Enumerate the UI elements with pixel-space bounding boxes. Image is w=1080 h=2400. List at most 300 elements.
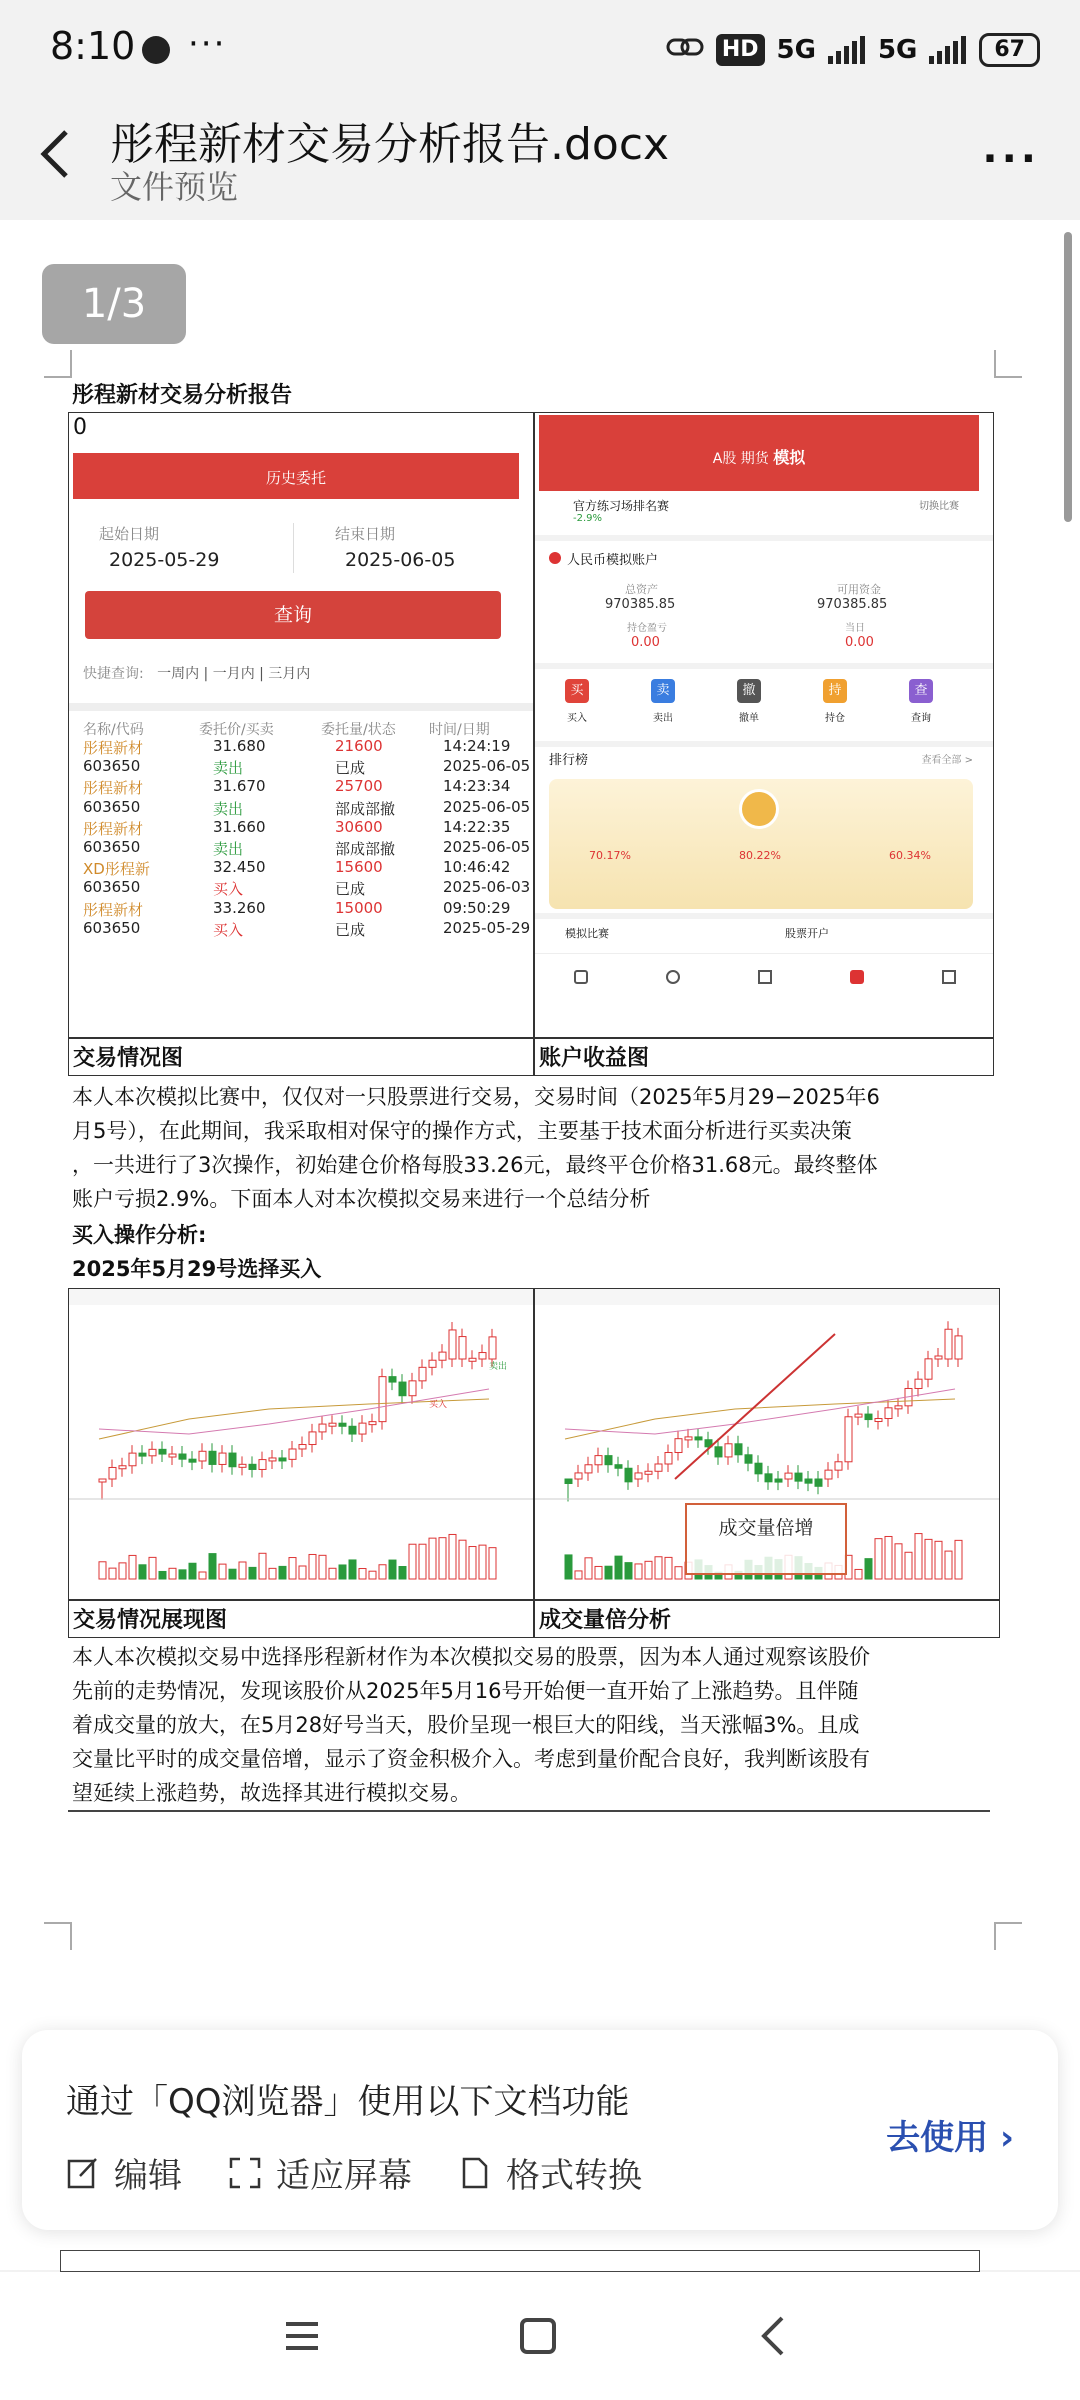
switch-label: 切换比赛 — [919, 501, 959, 512]
qq-browser-banner — [22, 2030, 1058, 2230]
candle-body — [725, 1444, 732, 1457]
volume-bar — [665, 1557, 672, 1579]
page-indicator: 1/3 — [42, 264, 186, 344]
cell-zero: 0 — [73, 415, 87, 440]
query-button: 查询 — [85, 591, 501, 639]
candle-body — [945, 1329, 952, 1359]
account-tabs: A股 期货 — [712, 451, 769, 467]
action-icon: 持 — [823, 679, 847, 703]
back-nav-icon[interactable] — [750, 2312, 798, 2360]
volume-bar — [915, 1534, 922, 1579]
volume-bar — [409, 1544, 416, 1579]
candle-body — [935, 1356, 942, 1359]
table-cell: 32.450 — [213, 858, 266, 877]
candle-body — [319, 1424, 326, 1432]
volume-bar — [149, 1557, 156, 1579]
action-label: 撤单 — [739, 713, 759, 724]
candle-body — [655, 1464, 662, 1471]
table-cell: 31.680 — [213, 737, 266, 755]
action-label: 卖出 — [653, 713, 673, 724]
candle-body — [179, 1454, 186, 1459]
table-cell: 卖出 — [213, 799, 244, 818]
caption-trade: 交易情况图 — [68, 1038, 534, 1076]
banner-headline: 通过「QQ浏览器」使用以下文档功能 — [66, 2082, 630, 2122]
table-cell: 已成 — [335, 759, 366, 778]
volume-bar — [479, 1545, 486, 1579]
volume-bar — [625, 1563, 632, 1579]
candle-body — [239, 1464, 246, 1467]
home-icon[interactable] — [514, 2312, 562, 2360]
table-row — [69, 757, 534, 777]
paragraph-reason: 本人本次模拟交易中选择彤程新材作为本次模拟交易的股票，因为本人通过观察该股价 先前的走势情况，发现该股价从2025年5月16号开始便一直开始了上涨趋势。且伴随 着成交量的放大，在5月28好号当天，股价呈现一根巨大的阳线，当天涨幅3%。且成 交量比平时的成交量倍增，显示了资金积极介入。考虑到量价配合良好，我判断该股有 望延续上涨趋势，故选择其进行模拟交易。 — [72, 1645, 870, 1805]
action-label: 买入 — [567, 713, 587, 724]
edit-icon — [66, 2156, 100, 2190]
order-column-header: 委托价/买卖 — [199, 722, 274, 738]
candle-body — [925, 1359, 932, 1379]
table-cell: 603650 — [83, 757, 141, 776]
account-name-row — [549, 549, 658, 568]
ma-line — [565, 1389, 955, 1434]
candle-body — [349, 1426, 356, 1434]
volume-bar — [469, 1547, 476, 1579]
volume-bar — [925, 1539, 932, 1579]
volume-bar — [389, 1560, 396, 1579]
volume-bar — [459, 1540, 466, 1579]
ranking-card — [549, 779, 973, 909]
candle-body — [249, 1464, 256, 1469]
candle-body — [695, 1437, 702, 1440]
volume-bar — [189, 1563, 196, 1579]
table-row — [69, 798, 534, 818]
volume-bar — [339, 1565, 346, 1579]
ranking-title: 排行榜 — [549, 753, 589, 768]
candle-body — [119, 1466, 126, 1469]
volume-bar — [219, 1564, 226, 1579]
account-name: 人民币模拟账户 — [567, 553, 659, 568]
candle-body — [299, 1445, 306, 1449]
candle-body — [469, 1358, 476, 1361]
candle-body — [645, 1471, 652, 1474]
table-cell: 25700 — [335, 777, 383, 796]
table-cell: 603650 — [83, 797, 141, 816]
candle-body — [885, 1408, 892, 1419]
table-cell: 2025-06-05 — [443, 797, 531, 816]
competition-row — [549, 493, 969, 531]
candle-body — [745, 1455, 752, 1463]
volume-bar — [169, 1568, 176, 1579]
candle-body — [685, 1437, 692, 1440]
account-action — [643, 679, 683, 724]
candle-body — [149, 1449, 156, 1455]
caption-trade-view: 交易情况展现图 — [68, 1600, 534, 1638]
doc-title: 彤程新材交易分析报告 — [72, 383, 293, 408]
today-label: 当日 — [845, 623, 865, 634]
candle-body — [665, 1453, 672, 1464]
bottom-a: 模拟比赛 — [565, 927, 609, 940]
volume-bar — [895, 1544, 902, 1579]
page-corner — [44, 1922, 72, 1950]
table-cell: 15000 — [335, 898, 383, 917]
candle-body — [219, 1453, 226, 1464]
table-row — [69, 919, 534, 939]
candle-body — [875, 1419, 882, 1422]
table-cell: 2025-06-03 — [443, 878, 531, 897]
volume-bar — [885, 1536, 892, 1579]
available-label: 可用资金 — [837, 583, 881, 596]
table-row — [69, 838, 534, 858]
candle-body — [765, 1474, 772, 1482]
ranking-more: 查看全部 > — [921, 755, 973, 766]
competition-change: -2.9% — [573, 513, 603, 524]
volume-bar — [309, 1554, 316, 1579]
volume-bar — [595, 1566, 602, 1579]
order-column-header: 时间/日期 — [429, 722, 490, 738]
available: 970385.85 — [817, 597, 888, 612]
volume-bar — [289, 1558, 296, 1579]
candle-body — [139, 1453, 146, 1456]
candle-body — [369, 1422, 376, 1425]
order-history-screenshot — [68, 412, 534, 1038]
table-cell: 33.260 — [213, 898, 266, 917]
table-cell: 卖出 — [213, 759, 244, 778]
ma-line — [565, 1399, 955, 1439]
table-cell: 31.670 — [213, 777, 266, 796]
status-indicators — [666, 30, 1040, 70]
volume-bar — [369, 1571, 376, 1579]
candle-body — [209, 1451, 216, 1464]
volume-bar — [565, 1555, 572, 1579]
table-cell: 09:50:29 — [443, 898, 511, 917]
table-cell: 603650 — [83, 918, 141, 937]
volume-bar — [489, 1548, 496, 1579]
order-header — [73, 453, 519, 499]
table-cell: 已成 — [335, 920, 366, 939]
volume-bar — [329, 1568, 336, 1579]
action-icon: 查 — [909, 679, 933, 703]
volume-bar — [239, 1562, 246, 1579]
table-cell: 彤程新材 — [83, 739, 144, 757]
end-date: 2025-06-05 — [345, 549, 456, 571]
table-cell: 14:23:34 — [443, 777, 511, 796]
volume-bar — [99, 1562, 106, 1579]
table-cell: 2025-05-29 — [443, 918, 531, 937]
volume-bar — [279, 1566, 286, 1579]
use-now-button[interactable]: 去使用 › — [886, 2118, 1014, 2158]
candle-body — [329, 1423, 336, 1426]
table-cell: 买入 — [213, 880, 244, 899]
candle-body — [399, 1382, 406, 1396]
table-cell: XD彤程新 — [83, 860, 150, 879]
buy-marker: 买入 — [429, 1400, 448, 1410]
trend-arrow — [675, 1334, 835, 1479]
table-cell: 603650 — [83, 878, 141, 897]
candle-body — [565, 1479, 572, 1483]
candle-body — [845, 1417, 852, 1462]
rank-value: 70.17% — [589, 849, 631, 862]
volume-bar — [349, 1560, 356, 1579]
table-cell: 卖出 — [213, 840, 244, 858]
account-screenshot — [534, 412, 994, 1038]
banner-features — [66, 2148, 642, 2197]
caption-account: 账户收益图 — [534, 1038, 994, 1076]
candle-body — [895, 1406, 902, 1409]
hd-icon: HD — [716, 34, 765, 66]
table-cell: 彤程新材 — [83, 819, 144, 838]
competition-name: 官方练习场排名赛 — [573, 499, 670, 513]
menu-icon[interactable] — [278, 2312, 326, 2360]
volume-bar — [249, 1567, 256, 1579]
volume-bar — [199, 1572, 206, 1579]
candle-body — [865, 1414, 872, 1419]
volume-bar — [419, 1544, 426, 1579]
volume-bar — [945, 1551, 952, 1579]
page-corner — [994, 350, 1022, 378]
chart-toolbar — [535, 1289, 1000, 1305]
candle-body — [575, 1473, 582, 1479]
candle-body — [449, 1330, 456, 1359]
page-corner — [44, 350, 72, 378]
candle-body — [855, 1414, 862, 1417]
account-action — [815, 679, 855, 724]
table-cell: 14:22:35 — [443, 817, 511, 836]
kline-chart-right — [534, 1288, 1000, 1600]
candle-body — [289, 1449, 296, 1459]
candle-body — [755, 1463, 762, 1474]
candle-body — [339, 1423, 346, 1426]
table-cell: 彤程新材 — [83, 779, 144, 798]
candle-body — [585, 1465, 592, 1473]
candle-body — [269, 1458, 276, 1461]
volume-bar — [675, 1567, 682, 1579]
avatar — [739, 789, 779, 829]
candle-body — [715, 1447, 722, 1457]
file-subtitle: 文件预览 — [110, 168, 239, 206]
volume-bar — [855, 1569, 862, 1579]
divider — [68, 1810, 990, 1812]
volume-bar — [399, 1567, 406, 1579]
candle-body — [615, 1465, 622, 1469]
heading-buy-date: 2025年5月29号选择买入 — [72, 1257, 322, 1281]
candle-body — [99, 1479, 106, 1482]
table-cell: 15600 — [335, 858, 383, 877]
table-cell: 31.660 — [213, 817, 266, 836]
battery-icon: 67 — [979, 33, 1040, 67]
table-cell: 彤程新材 — [83, 900, 144, 919]
paragraph-summary: 本人本次模拟比赛中，仅仅对一只股票进行交易，交易时间（2025年5月29−2025年6 月5号），在此期间，我采取相对保守的操作方式，主要基于技术面分析进行买卖决策 ，一共进行了3次操作，初始建仓价格每股33.26元，最终平仓价格31.68元。最终整体 账户亏损2.9%。下面本人对本次模拟交易来进行一个总结分析 — [72, 1085, 880, 1211]
candle-body — [379, 1377, 386, 1422]
file-title: 彤程新材交易分析报告.docx — [110, 119, 670, 170]
action-icon: 卖 — [651, 679, 675, 703]
volume-bar — [229, 1569, 236, 1579]
candle-body — [815, 1479, 822, 1486]
candle-body — [775, 1479, 782, 1482]
table-cell: 部成部撤 — [335, 799, 396, 818]
start-date: 2025-05-29 — [109, 549, 220, 571]
rank-value: 80.22% — [739, 849, 781, 862]
notification-icon — [142, 36, 170, 64]
table-cell: 买入 — [213, 920, 244, 939]
volume-bar — [109, 1568, 116, 1579]
candle-body — [735, 1444, 742, 1455]
volume-bar — [209, 1554, 216, 1579]
float-label: 持仓盈亏 — [627, 623, 667, 634]
volume-bar — [439, 1538, 446, 1579]
status-time: 8:10 — [50, 24, 136, 68]
volume-bar — [259, 1553, 266, 1579]
candle-body — [805, 1479, 812, 1483]
volume-bar — [319, 1555, 326, 1579]
candle-body — [675, 1439, 682, 1453]
action-icon: 撤 — [737, 679, 761, 703]
start-date-label: 起始日期 — [99, 525, 160, 543]
candle-body — [795, 1473, 802, 1481]
ma-line — [99, 1389, 489, 1434]
volume-bar — [299, 1566, 306, 1579]
system-nav-bar — [0, 2272, 1080, 2400]
volume-bar — [655, 1557, 662, 1579]
candle-body — [835, 1462, 842, 1470]
more-notifications-icon: ··· — [188, 24, 227, 64]
volume-bar — [875, 1539, 882, 1579]
float-value: 0.00 — [631, 635, 660, 650]
app-bar — [0, 96, 1080, 220]
candle-body — [409, 1381, 416, 1396]
volume-bar — [429, 1538, 436, 1579]
account-action — [901, 679, 941, 724]
candle-body — [625, 1468, 632, 1482]
table-row — [69, 737, 534, 757]
volume-bar — [905, 1552, 912, 1579]
candle-body — [419, 1367, 426, 1381]
volume-bar — [179, 1570, 186, 1579]
volume-bar — [635, 1564, 642, 1579]
caption-volume: 成交量倍分析 — [534, 1600, 1000, 1638]
volume-bar — [865, 1559, 872, 1579]
volume-bar — [575, 1571, 582, 1579]
more-menu-icon[interactable]: ··· — [982, 136, 1040, 182]
candle-body — [169, 1454, 176, 1457]
table-cell: 10:46:42 — [443, 858, 511, 877]
link-icon — [666, 34, 704, 67]
table-cell: 603650 — [83, 838, 141, 856]
candle-body — [439, 1352, 446, 1360]
total-asset: 970385.85 — [605, 597, 676, 612]
account-tabbar — [535, 953, 994, 999]
scrollbar[interactable] — [1064, 232, 1072, 522]
table-cell: 2025-06-05 — [443, 838, 531, 856]
fit-screen-icon — [228, 2156, 262, 2190]
volume-bar — [449, 1534, 456, 1579]
bottom-b: 股票开户 — [785, 927, 829, 940]
candle-body — [785, 1473, 792, 1479]
volume-bar — [139, 1565, 146, 1579]
order-column-header: 委托量/状态 — [321, 722, 396, 738]
candle-body — [259, 1460, 266, 1470]
candle-body — [595, 1456, 602, 1465]
candle-body — [489, 1337, 496, 1359]
back-icon[interactable] — [36, 126, 76, 182]
candle-body — [279, 1458, 286, 1461]
candle-body — [189, 1459, 196, 1462]
volume-highlight-label: 成交量倍增 — [718, 1517, 814, 1539]
candle-body — [479, 1353, 486, 1359]
quick-query-label: 快捷查询: 一周内 | 一月内 | 三月内 — [83, 666, 311, 682]
volume-bar — [129, 1555, 136, 1579]
status-bar — [0, 0, 1080, 96]
table-cell: 已成 — [335, 880, 366, 899]
candle-body — [129, 1453, 136, 1466]
volume-bar — [379, 1565, 386, 1579]
candle-body — [359, 1423, 366, 1434]
candle-body — [915, 1379, 922, 1388]
table-cell: 14:24:19 — [443, 737, 511, 755]
account-header — [539, 415, 979, 491]
volume-bar — [605, 1566, 612, 1579]
next-page-peek — [60, 2250, 980, 2272]
table-row — [69, 858, 534, 878]
convert-feature[interactable]: 格式转换 — [458, 2148, 642, 2197]
net-label-1: 5G — [776, 35, 816, 65]
table-cell: 30600 — [335, 817, 383, 836]
volume-bar — [269, 1568, 276, 1579]
chevron-right-icon: › — [999, 2118, 1014, 2158]
chart-toolbar — [69, 1289, 534, 1305]
rank-value: 60.34% — [889, 849, 931, 862]
action-icon: 买 — [565, 679, 589, 703]
volume-bar — [359, 1569, 366, 1579]
volume-bar — [645, 1561, 652, 1579]
table-row — [69, 777, 534, 797]
table-cell: 部成部撤 — [335, 840, 396, 858]
account-action — [729, 679, 769, 724]
candle-body — [389, 1377, 396, 1382]
order-column-header: 名称/代码 — [83, 722, 144, 738]
order-header-title: 历史委托 — [265, 469, 326, 487]
account-action — [557, 679, 597, 724]
fit-screen-feature[interactable]: 适应屏幕 — [228, 2148, 412, 2197]
candle-body — [159, 1449, 166, 1454]
table-row — [69, 818, 534, 838]
table-row — [69, 899, 534, 919]
edit-feature[interactable]: 编辑 — [66, 2148, 182, 2197]
volume-bar — [585, 1558, 592, 1579]
signal-icon-2 — [929, 36, 967, 64]
candle-body — [309, 1432, 316, 1445]
candle-body — [199, 1451, 206, 1461]
candle-body — [229, 1453, 236, 1467]
account-actions — [549, 675, 979, 735]
total-asset-label: 总资产 — [625, 583, 658, 596]
candle-body — [459, 1337, 466, 1359]
table-row — [69, 878, 534, 898]
candle-body — [635, 1473, 642, 1479]
table-cell: 21600 — [335, 737, 383, 755]
volume-bar — [119, 1563, 126, 1579]
volume-highlight-box — [685, 1503, 847, 1575]
candle-body — [825, 1470, 832, 1479]
candle-body — [429, 1360, 436, 1367]
candle-body — [109, 1467, 116, 1479]
document-icon — [458, 2156, 492, 2190]
end-date-label: 结束日期 — [335, 525, 396, 543]
kline-chart-left — [68, 1288, 534, 1600]
kline-left-svg — [69, 1289, 534, 1600]
signal-icon-1 — [828, 36, 866, 64]
candle-body — [605, 1456, 612, 1465]
volume-bar — [159, 1571, 166, 1579]
account-mode: 模拟 — [773, 448, 806, 467]
volume-bar — [615, 1556, 622, 1579]
